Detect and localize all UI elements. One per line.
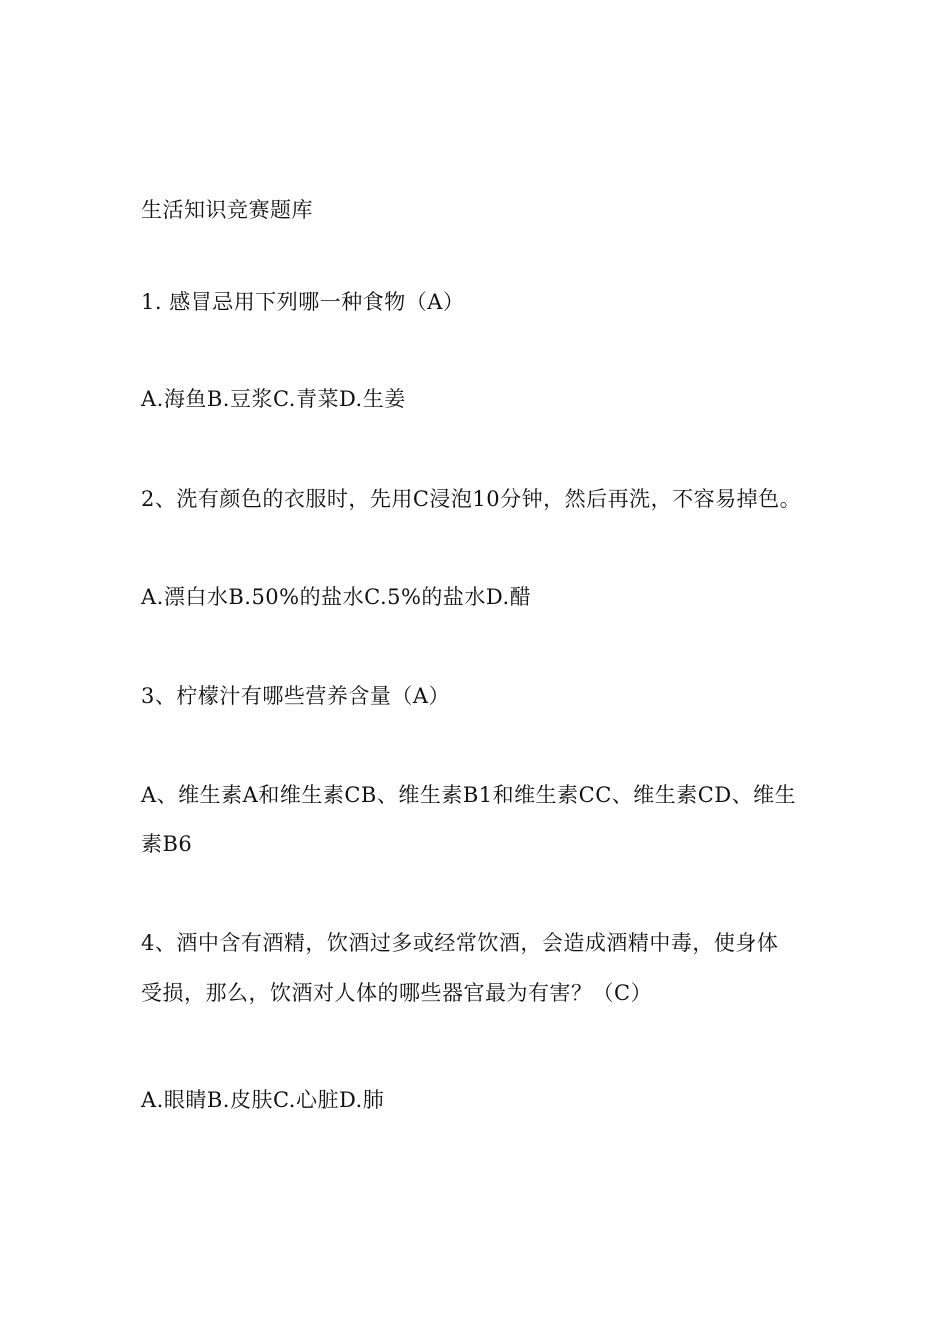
question-3-text: 3、柠檬汁有哪些营养含量（A） xyxy=(141,684,451,708)
document-title: 生活知识竞赛题库 xyxy=(141,198,313,222)
question-3-options-line-1: A、维生素A和维生素CB、维生素B1和维生素CC、维生素CD、维生 xyxy=(141,783,797,807)
question-4-options: A.眼睛B.皮肤C.心脏D.肺 xyxy=(141,1088,385,1112)
question-4-text-line-1: 4、酒中含有酒精，饮酒过多或经常饮酒，会造成酒精中毒，使身体 xyxy=(141,931,779,955)
question-1-text: 1. 感冒忌用下列哪一种食物（A） xyxy=(141,290,465,314)
question-2-text: 2、洗有颜色的衣服时，先用C浸泡10分钟，然后再洗，不容易掉色。 xyxy=(141,487,802,511)
question-3-options-line-2: 素B6 xyxy=(141,832,193,856)
question-1-options: A.海鱼B.豆浆C.青菜D.生姜 xyxy=(141,387,406,411)
question-2-options: A.漂白水B.50%的盐水C.5%的盐水D.醋 xyxy=(141,585,532,609)
question-4-text-line-2: 受损，那么，饮酒对人体的哪些器官最为有害？（C） xyxy=(141,981,653,1005)
